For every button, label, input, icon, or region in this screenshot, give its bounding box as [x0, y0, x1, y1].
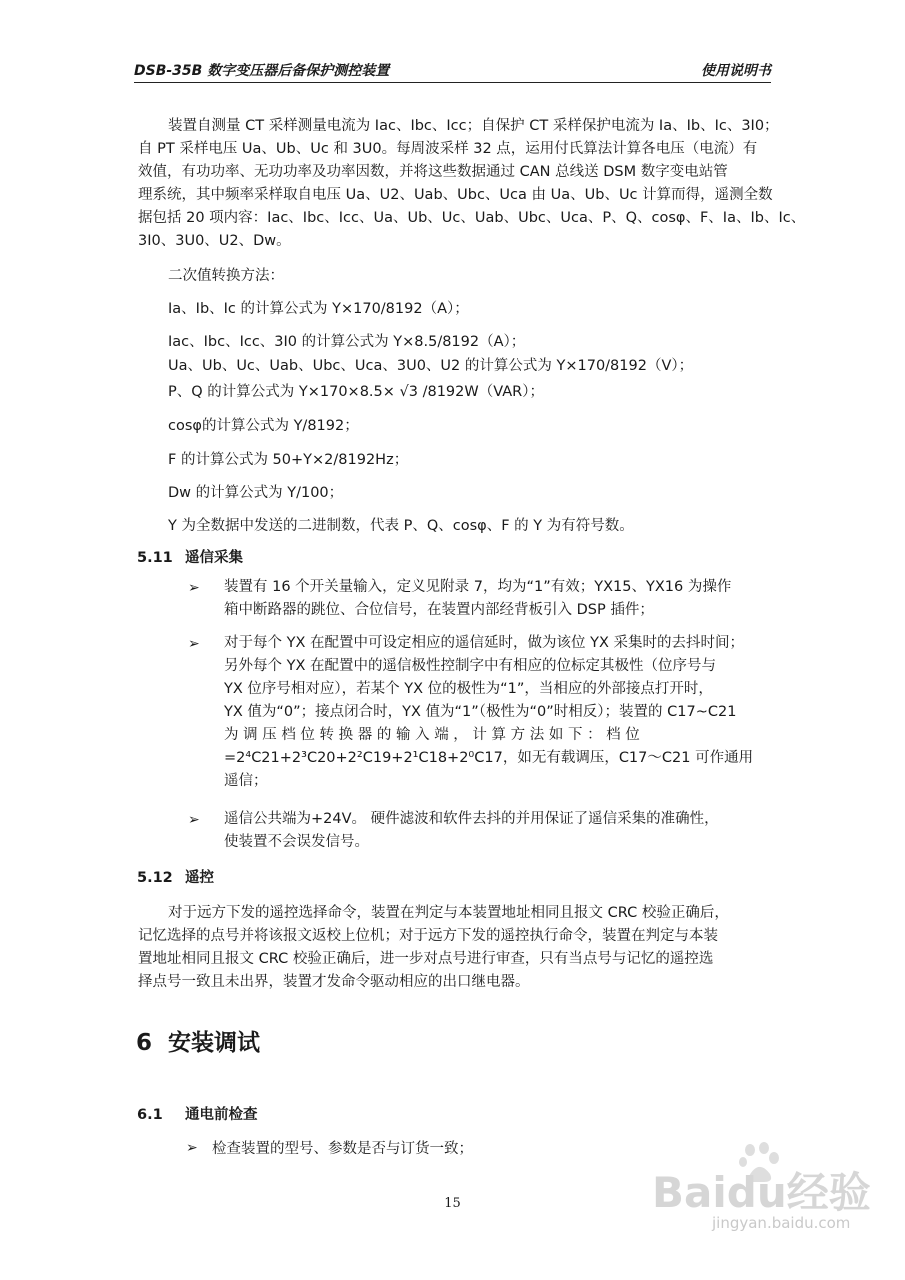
bullet-arrow-icon: ➢: [188, 636, 200, 652]
bullet-line: YX 位序号相对应），若某个 YX 位的极性为“1”，当相应的外部接点打开时，: [224, 681, 713, 697]
watermark-logo: Baidu经验: [652, 1168, 871, 1217]
formula-line: Y 为全数据中发送的二进制数，代表 P、Q、cosφ、F 的 Y 为有符号数。: [168, 518, 634, 534]
formula-line: Ia、Ib、Ic 的计算公式为 Y×170/8192（A）；: [168, 301, 469, 317]
bullet-arrow-icon: ➢: [186, 1140, 198, 1156]
bullet-line: 遥信；: [224, 773, 268, 789]
header-title: DSB-35B 数字变压器后备保护测控装置: [134, 63, 390, 79]
formula-line: cosφ的计算公式为 Y/8192；: [168, 418, 359, 434]
formula-line: Ua、Ub、Uc、Uab、Ubc、Uca、3U0、U2 的计算公式为 Y×170/8192（V）；: [168, 358, 694, 374]
section-title: 遥控: [185, 870, 214, 886]
bullet-line: 箱中断路器的跳位、合位信号，在装置内部经背板引入 DSP 插件；: [224, 602, 654, 618]
formula-line: Dw 的计算公式为 Y/100；: [168, 485, 344, 501]
intro-line: 理系统，其中频率采样取自电压 Ua、U2、Uab、Ubc、Uca 由 Ua、Ub、Uc 计算而得，遥测全数: [138, 187, 773, 203]
section-heading-5-12: [137, 866, 214, 887]
section-number: 6.1: [137, 1107, 163, 1123]
intro-line: 自 PT 采样电压 Ua、Ub、Uc 和 3U0。每周波采样 32 点，运用付氏算法计算各电压（电流）有: [138, 141, 758, 157]
formula-line: Iac、Ibc、Icc、3I0 的计算公式为 Y×8.5/8192（A）；: [168, 334, 526, 350]
page-header: [134, 58, 771, 83]
intro-line: 据包括 20 项内容：Iac、Ibc、Icc、Ua、Ub、Uc、Uab、Ubc、Uca、P、Q、cosφ、F、Ia、Ib、Ic、: [138, 210, 806, 226]
bullet-line: 对于每个 YX 在配置中可设定相应的遥信延时，做为该位 YX 采集时的去抖时间；: [224, 635, 745, 651]
bullet-text: [224, 576, 774, 622]
chapter-number: 6: [136, 1030, 153, 1056]
bullet-line: 使装置不会误发信号。: [224, 834, 369, 850]
paragraph-line: 置地址相同且报文 CRC 校验正确后，进一步对点号进行审查，只有当点号与记忆的遥控选: [138, 951, 714, 967]
section-title: 通电前检查: [185, 1107, 258, 1123]
bullet-line: 遥信公共端为+24V。 硬件滤波和软件去抖的并用保证了遥信采集的准确性，: [224, 811, 719, 827]
bullet-arrow-icon: ➢: [188, 580, 200, 596]
intro-line: 效值，有功功率、无功功率及功率因数，并将这些数据通过 CAN 总线送 DSM 数字变电站管: [138, 164, 728, 180]
paragraph-line: 对于远方下发的遥控选择命令，装置在判定与本装置地址相同且报文 CRC 校验正确后，: [168, 905, 729, 921]
bullet-line: 为 调 压 档 位 转 换 器 的 输 入 端 ， 计 算 方 法 如 下 ： 档 位: [224, 727, 640, 743]
bullet-text: [224, 808, 774, 854]
paragraph-line: 择点号一致且未出界，装置才发命令驱动相应的出口继电器。: [138, 974, 530, 990]
section-number: 5.11: [137, 550, 173, 566]
bullet-line: YX 值为“0”；接点闭合时，YX 值为“1”（极性为“0”时相反）；装置的 C17~C21: [224, 704, 737, 720]
page-number: 15: [444, 1196, 461, 1211]
bullet-text: 检查装置的型号、参数是否与订货一致；: [212, 1141, 473, 1157]
bullet-text: [224, 632, 774, 793]
section-title: 遥信采集: [185, 550, 243, 566]
header-doc-type: 使用说明书: [701, 63, 771, 79]
formula-line: F 的计算公式为 50+Y×2/8192Hz；: [168, 452, 409, 468]
section-heading-6-1: [137, 1103, 258, 1124]
section-number: 5.12: [137, 870, 173, 886]
bullet-arrow-icon: ➢: [188, 812, 200, 828]
chapter-title: 安装调试: [168, 1030, 261, 1056]
intro-line: 3I0、3U0、U2、Dw。: [138, 233, 291, 249]
bullet-line: 装置有 16 个开关量输入，定义见附录 7，均为“1”有效；YX15、YX16 为操作: [224, 579, 732, 595]
chapter-heading-6: [136, 1024, 260, 1057]
watermark-url: jingyan.baidu.com: [712, 1214, 851, 1232]
formula-line: P、Q 的计算公式为 Y×170×8.5× √3 /8192W（VAR）；: [168, 384, 544, 400]
bullet-line: =2⁴C21+2³C20+2²C19+2¹C18+2⁰C17，如无有载调压，C17～C21 可作通用: [224, 750, 754, 766]
intro-line: 装置自测量 CT 采样测量电流为 Iac、Ibc、Icc；自保护 CT 采样保护电流为 Ia、Ib、Ic、3I0；: [168, 118, 779, 134]
paragraph-line: 记忆选择的点号并将该报文返校上位机；对于远方下发的遥控执行命令，装置在判定与本装: [138, 928, 718, 944]
formula-heading: 二次值转换方法：: [168, 268, 284, 284]
bullet-line: 另外每个 YX 在配置中的遥信极性控制字中有相应的位标定其极性（位序号与: [224, 658, 717, 674]
section-heading-5-11: [137, 546, 243, 567]
